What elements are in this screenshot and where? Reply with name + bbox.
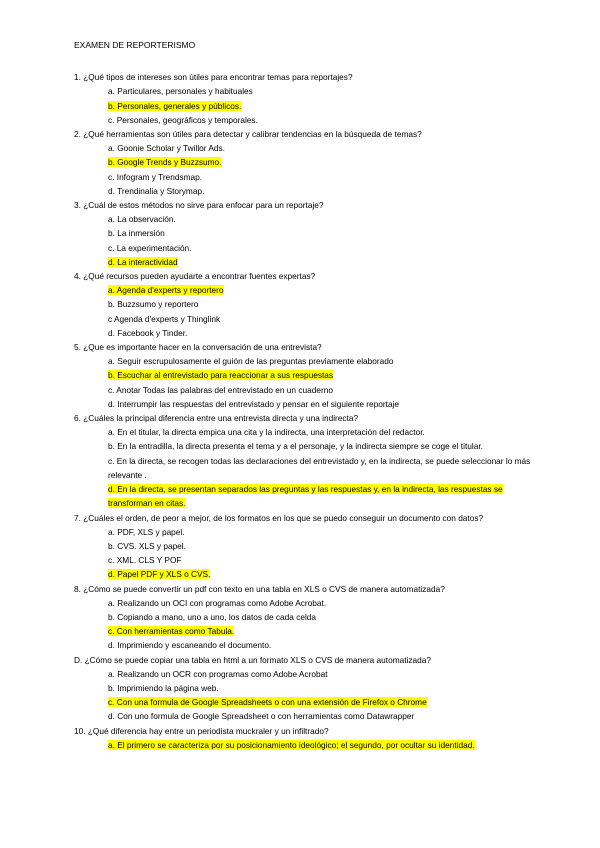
question-text: 10. ¿Qué diferencia hay entre un periodista muckraler y un infiltrado? — [74, 725, 329, 736]
answer-option-text: a. Seguir escrupulosamente el guión de las preguntas previamente elaborado — [108, 356, 394, 367]
question-text: 4. ¿Qué recursos pueden ayudarte a encontrar fuentes expertas? — [74, 271, 316, 282]
answer-option-text: c. Infogram y Trendsmap. — [108, 171, 203, 182]
answer-option-highlighted — [74, 567, 540, 581]
answer-option-text: d. La interactividad — [108, 256, 178, 267]
answer-option-highlighted — [74, 155, 540, 169]
question-item — [74, 269, 540, 340]
answer-option-text: b. Imprimiendo la página web. — [108, 682, 219, 693]
answer-option-text: a. Realizando un OCR con programas como Adobe Acrobat — [108, 668, 328, 679]
answer-option — [74, 709, 540, 723]
answer-option-text: c. XML. CLS Y POF — [108, 555, 182, 566]
answer-option — [74, 141, 540, 155]
question-item — [74, 411, 540, 510]
answer-option — [74, 113, 540, 127]
question-list — [74, 70, 540, 752]
answer-option — [74, 312, 540, 326]
answer-option-text: c. La experimentación. — [108, 242, 192, 253]
answer-option — [74, 383, 540, 397]
answer-option-text: b. Google Trends y Buzzsumo. — [108, 157, 222, 168]
answer-option-highlighted — [74, 368, 540, 382]
answer-option-text: a. Agenda d'experts y reportero — [108, 285, 224, 296]
answer-option-text: a. La observación. — [108, 214, 176, 225]
answer-option-text: a. En el titular, la directa empica una cita y la indirecta, una interpretación del redactor. — [108, 427, 425, 438]
answer-option — [74, 184, 540, 198]
answer-option-text: c Agenda d'experts y Thinglink — [108, 313, 221, 324]
answer-option-text: b. Buzzsumo y reportero — [108, 299, 199, 310]
answer-option-text: c. Con una formula de Google Spreadsheets o con una extensión de Firefox o Chrome — [108, 697, 427, 708]
answer-option-highlighted — [74, 482, 538, 510]
answer-option-text: a. Particulares, personales y habituales — [108, 86, 253, 97]
answer-option-text: d. Trendinalia y Storymap. — [108, 185, 205, 196]
question-text: 6. ¿Cuáles la principal diferencia entre una entrevista directa y una indirecta? — [74, 413, 359, 424]
answer-option-text: b. Personales, generales y públicos. — [108, 100, 242, 111]
question-text: 7. ¿Cuáles el orden, de peor a mejor, de los formatos en los que se puedo conseguir un documento con datos? — [74, 512, 484, 523]
answer-option-text: a. Goonie Scholar y Twillor Ads. — [108, 143, 225, 154]
answer-option-text: d. Facebook y Tinder. — [108, 327, 188, 338]
answer-option — [74, 439, 540, 453]
answer-option-text: a. Realizando un OCI con programas como Adobe Acrobat. — [108, 597, 327, 608]
answer-option — [74, 170, 540, 184]
question-item — [74, 653, 540, 724]
answer-option — [74, 84, 540, 98]
question-text: 2. ¿Qué herramientas son útiles para detectar y calibrar tendencias en la búsqueda de temas? — [74, 129, 422, 140]
answer-option — [74, 525, 540, 539]
answer-option-text: b. Copiando a mano, uno a uno, los datos de cada celda — [108, 611, 317, 622]
question-item — [74, 724, 540, 752]
answer-option-text: b. CVS. XLS y papel. — [108, 540, 186, 551]
answer-option-text: c. Personales, geográficos y temporales. — [108, 114, 258, 125]
question-text: 1. ¿Qué tipos de intereses son útiles para encontrar temas para reportajes? — [74, 72, 353, 83]
answer-option — [74, 326, 540, 340]
answer-option-text: b. La inmersión — [108, 228, 165, 239]
question-item — [74, 582, 540, 653]
answer-option-highlighted — [74, 255, 540, 269]
answer-option — [74, 539, 540, 553]
answer-option-text: c. En la directa, se recogen todas las declaraciones del entrevistado y, en la indirecta, se puede seleccionar lo más relevante . — [108, 455, 531, 480]
answer-option-highlighted — [74, 99, 540, 113]
answer-option-text: d. Imprimiendo y escaneando el documento. — [108, 640, 272, 651]
question-item — [74, 70, 540, 127]
answer-option — [74, 596, 540, 610]
question-item — [74, 198, 540, 269]
answer-option — [74, 667, 540, 681]
question-text: D. ¿Cómo se puede copiar una tabla en html a un formato XLS o CVS de manera automatizada? — [74, 654, 431, 665]
answer-option — [74, 226, 540, 240]
answer-option — [74, 454, 538, 482]
answer-option-text: d. Interrumpir las respuestas del entrevistado y pensar en el siguiente reportaje — [108, 398, 400, 409]
answer-option — [74, 425, 540, 439]
question-item — [74, 511, 540, 582]
answer-option — [74, 354, 540, 368]
question-item — [74, 127, 540, 198]
answer-option — [74, 610, 540, 624]
question-text: 5. ¿Que es importante hacer en la conversación de una entrevista? — [74, 342, 322, 353]
answer-option — [74, 397, 540, 411]
answer-option-highlighted — [74, 695, 428, 709]
answer-option — [74, 681, 540, 695]
answer-option — [74, 212, 540, 226]
answer-option-text: b. En la entradilla, la directa presenta el tema y a el personaje, y la indirecta siempre se coge el titular. — [108, 441, 483, 452]
answer-option — [74, 638, 540, 652]
answer-option-text: d. Con uno formula de Google Spreadsheet o con herramientas como Datawrapper — [108, 711, 415, 722]
question-text: 3. ¿Cuál de estos métodos no sirve para enfocar para un reportaje? — [74, 200, 324, 211]
answer-option-text: d. Papel PDF y XLS o CVS. — [108, 569, 211, 580]
answer-option-highlighted — [74, 738, 540, 752]
question-text: 8. ¿Cómo se puede convertir un pdf con texto en una tabla en XLS o CVS de manera automatizada? — [74, 583, 445, 594]
answer-option-text: c. Con herramientas como Tabula. — [108, 626, 235, 637]
answer-option-text: a. El primero se caracteriza por su posicionamiento ideológico; el segundo, por ocultar su identidad. — [108, 739, 475, 750]
question-item — [74, 340, 540, 411]
answer-option-text: c. Anotar Todas las palabras del entrevistado en un cuaderno — [108, 384, 333, 395]
answer-option-text: b. Escuchar al entrevistado para reaccionar a sus respuestas — [108, 370, 334, 381]
answer-option-highlighted — [74, 283, 540, 297]
document-title: EXAMEN DE REPORTERISMO — [74, 40, 196, 50]
answer-option — [74, 241, 540, 255]
answer-option — [74, 553, 540, 567]
answer-option — [74, 297, 540, 311]
answer-option-text: d. En la directa, se presentan separados las preguntas y las respuestas y, en la indirecta, las respuestas se transforman en citas. — [108, 484, 503, 509]
answer-option-text: a. PDF, XLS y papel. — [108, 526, 185, 537]
answer-option-highlighted — [74, 624, 540, 638]
